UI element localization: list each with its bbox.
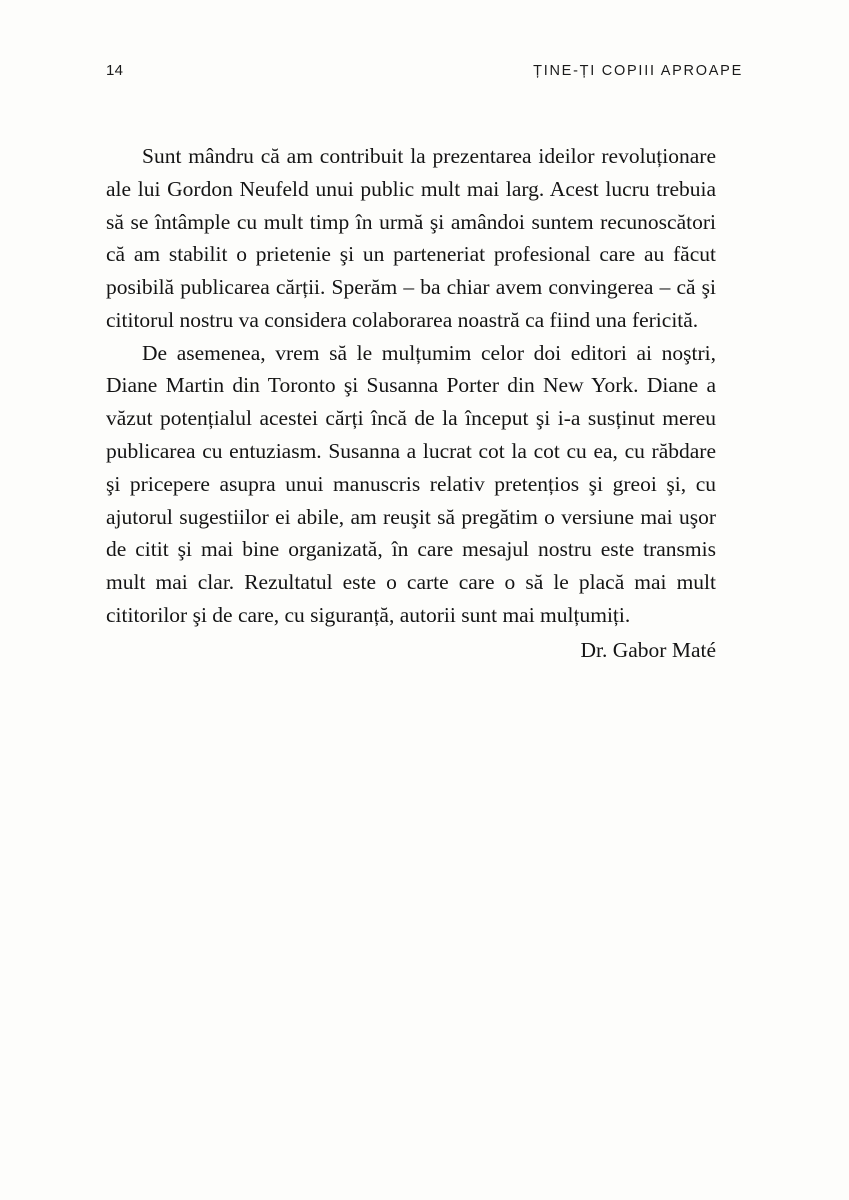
paragraph: De asemenea, vrem să le mulțumim celor doi editori ai noştri, Diane Martin din Toronto şi Susanna Porter din New York. Diane a văzut potențialul acestei cărți încă de la început şi i-a susținut mereu publicarea cu entuziasm. Susanna a lucrat cot la cot cu ea, cu răbdare şi pricepere asupra unui manuscris relativ pretențios şi greoi şi, cu ajutorul sugestiilor ei abile, am reuşit să pregătim o versiune mai uşor de citit şi mai bine organizată, în care mesajul nostru este transmis mult mai clar. Rezultatul este o carte care o să le placă mai mult cititorilor şi de care, cu siguranță, autorii sunt mai mulțumiți. xyxy=(106,340,716,627)
page-number: 14 xyxy=(106,62,124,79)
author-signature: Dr. Gabor Maté xyxy=(580,637,716,662)
running-head-title: ȚINE-ȚI COPIII APROAPE xyxy=(533,63,743,79)
page-header xyxy=(106,62,743,79)
paragraph: Sunt mândru că am contribuit la prezentarea ideilor revoluționare ale lui Gordon Neufeld unui public mult mai larg. Acest lucru trebuia să se întâmple cu mult timp în urmă şi amândoi suntem recunoscători că am stabilit o prietenie şi un parteneriat profesional care au făcut posibilă publicarea cărții. Sperăm – ba chiar avem convingerea – că şi cititorul nostru va considera colaborarea noastră ca fiind una fericită. xyxy=(106,144,716,332)
page-body xyxy=(106,140,716,667)
